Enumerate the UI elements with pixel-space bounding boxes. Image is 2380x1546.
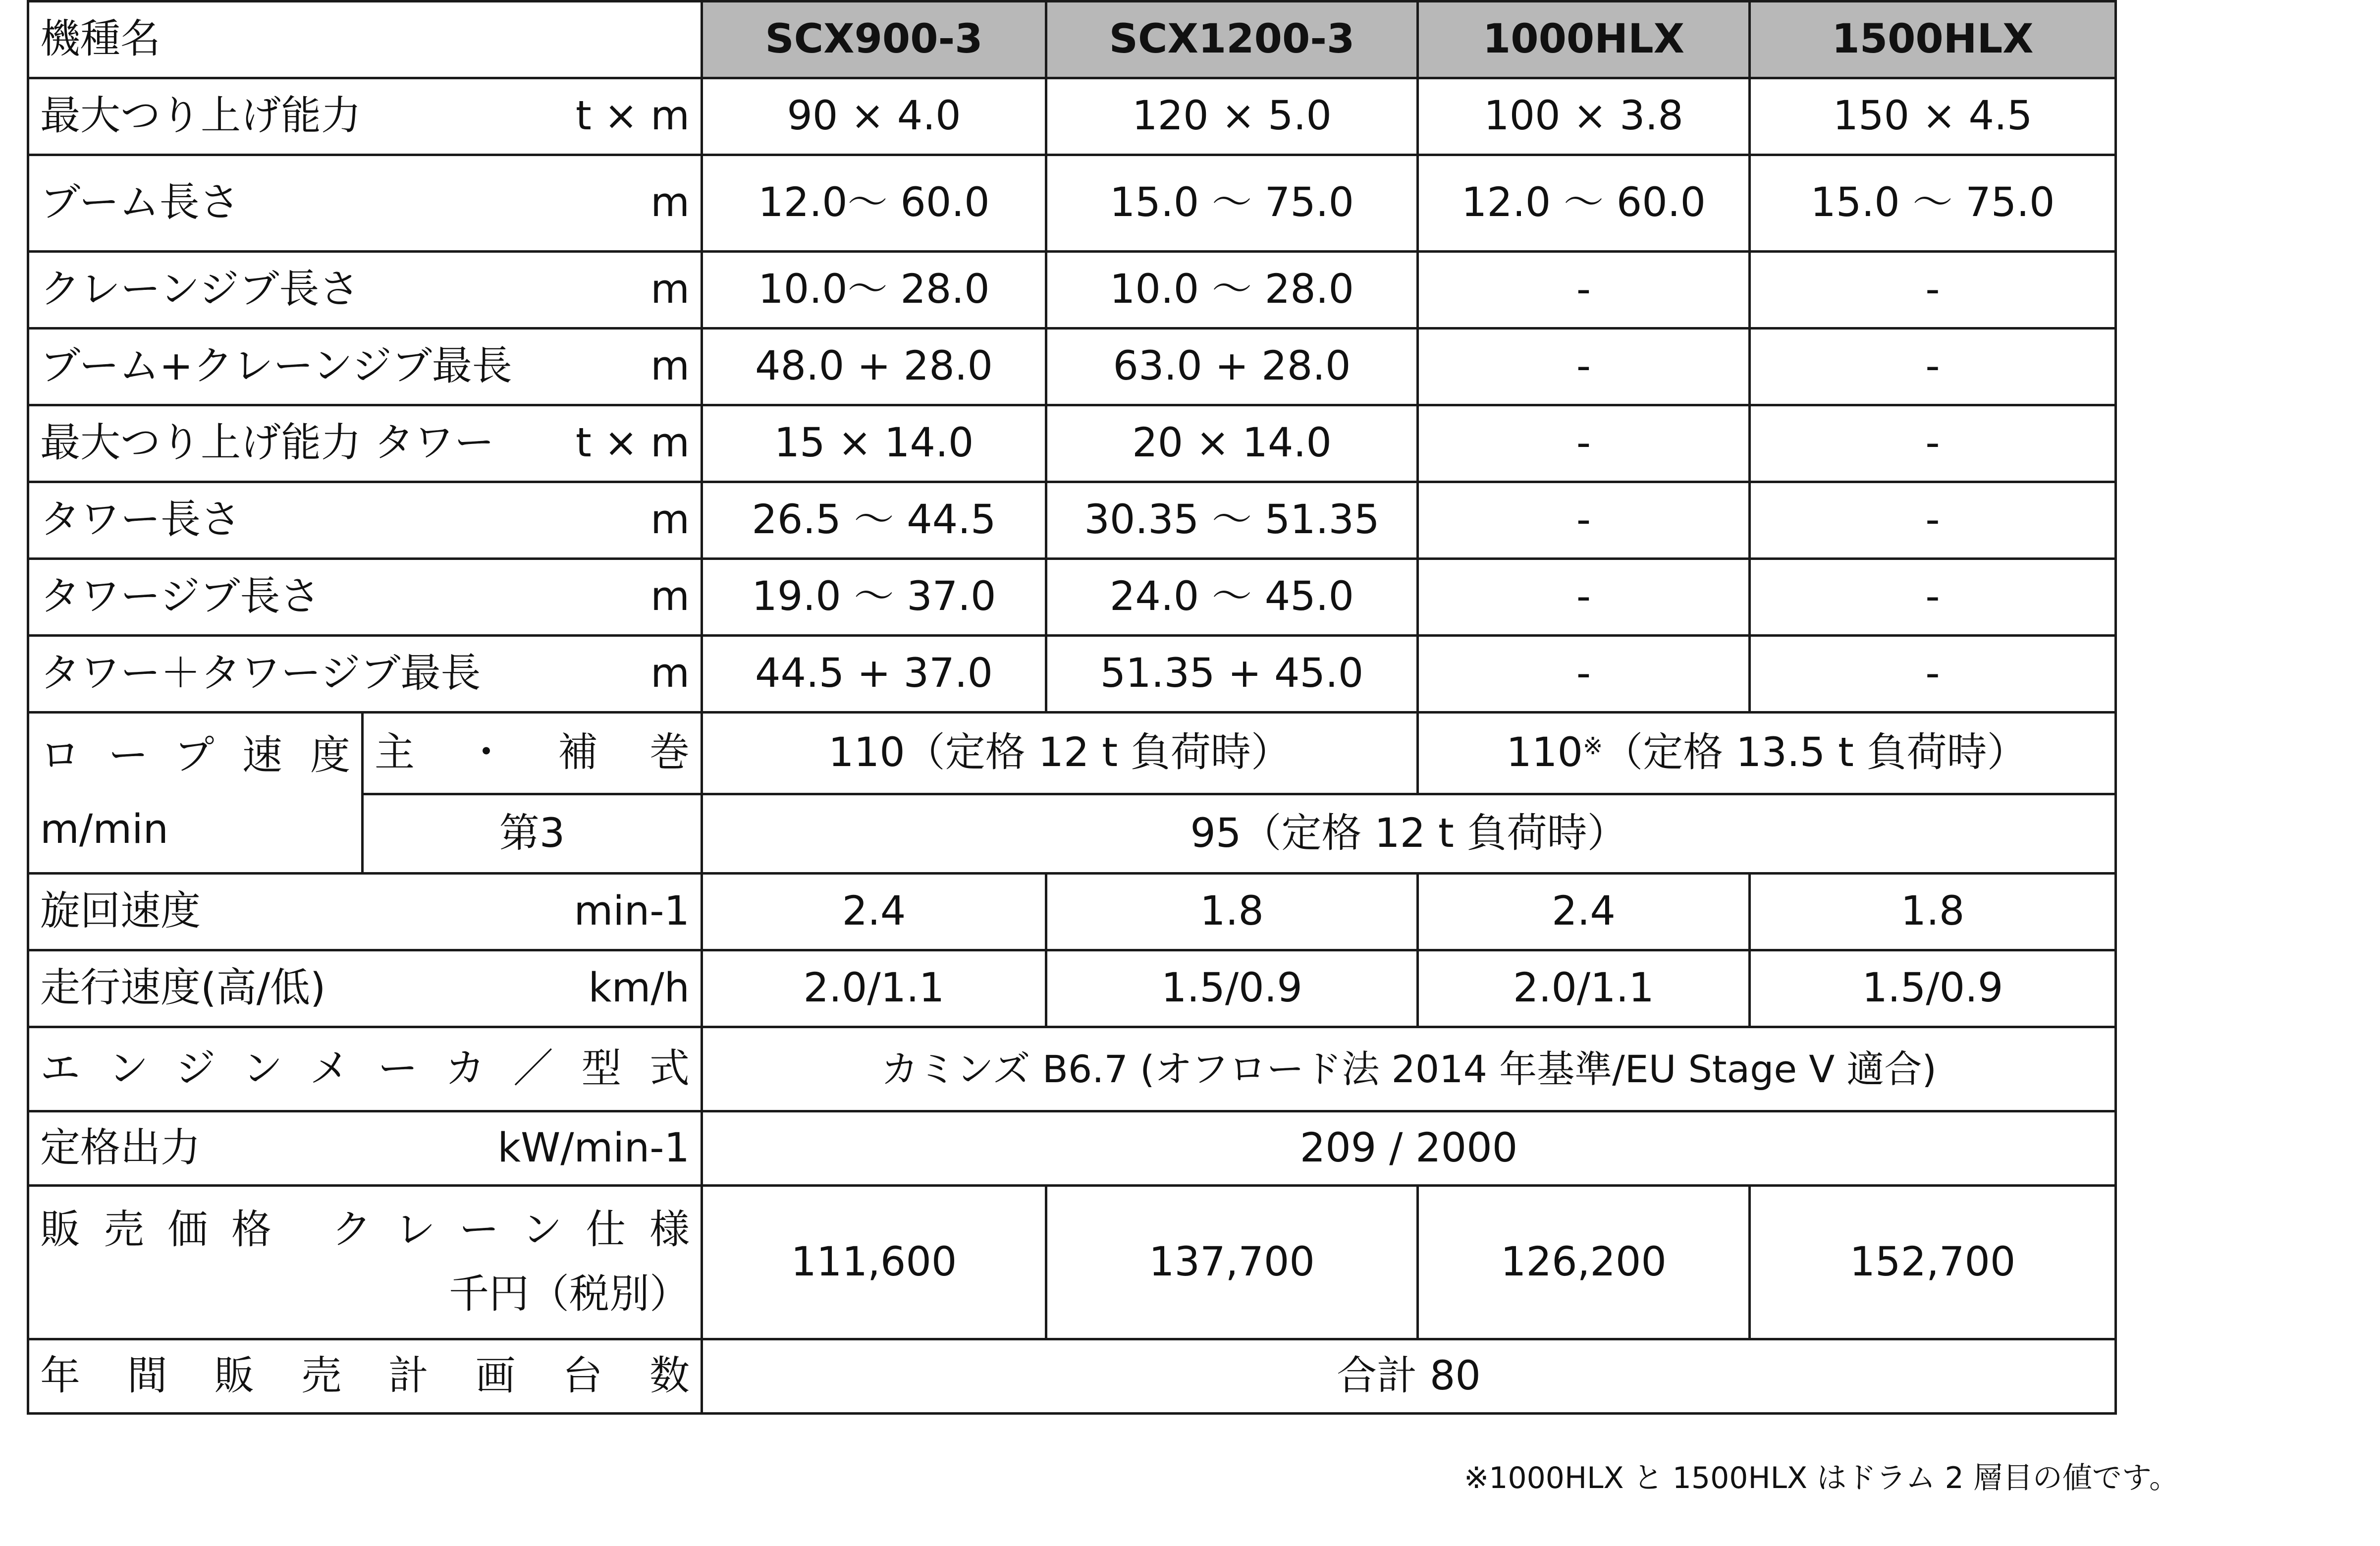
- table-cell: 20 × 14.0: [1046, 405, 1418, 482]
- table-cell: -: [1418, 252, 1750, 329]
- table-cell: 15.0 〜 75.0: [1046, 155, 1418, 252]
- table-cell: 63.0 + 28.0: [1046, 329, 1418, 405]
- table-cell: 1.5/0.9: [1046, 950, 1418, 1027]
- rope-speed-label-cell: [28, 713, 363, 874]
- table-cell: 26.5 〜 44.5: [702, 482, 1046, 559]
- table-row: [28, 1111, 2116, 1186]
- table-row: [28, 874, 2116, 950]
- row-label-cell: [28, 636, 702, 713]
- rope-speed-unit: m/min: [40, 806, 168, 853]
- table-cell: 10.0 〜 28.0: [1046, 252, 1418, 329]
- annual-plan-label: 年間販売計画台数: [40, 1352, 690, 1399]
- table-cell: 1.8: [1750, 874, 2116, 950]
- table-cell: 111,600: [702, 1186, 1046, 1339]
- row-unit: min-1: [574, 888, 690, 935]
- engine-label-cell: [28, 1027, 702, 1111]
- table-cell: -: [1418, 559, 1750, 636]
- row-label: ブーム長さ: [40, 179, 240, 226]
- row-unit: kW/min-1: [497, 1124, 690, 1171]
- table-cell: -: [1750, 559, 2116, 636]
- table-cell: 1.8: [1046, 874, 1418, 950]
- table-row: [28, 636, 2116, 713]
- price-spec-label: クレーン仕様: [331, 1207, 690, 1254]
- table-row: [28, 482, 2116, 559]
- table-cell: 24.0 〜 45.0: [1046, 559, 1418, 636]
- annual-plan-value: 合計 80: [702, 1339, 2116, 1414]
- table-cell: -: [1750, 252, 2116, 329]
- rope-main-value-right-number: 110: [1506, 729, 1583, 776]
- row-label-cell: [28, 252, 702, 329]
- table-cell: 150 × 4.5: [1750, 78, 2116, 155]
- row-label-cell: [28, 950, 702, 1027]
- header-row: [28, 1, 2116, 78]
- engine-label: エンジンメーカ／型式: [40, 1045, 690, 1092]
- table-cell: -: [1750, 329, 2116, 405]
- row-unit: m: [650, 497, 690, 544]
- row-unit: m: [650, 266, 690, 313]
- table-row: [28, 329, 2116, 405]
- rope-main-value-right-text: （定格 13.5 t 負荷時）: [1603, 729, 2027, 776]
- table-cell: 12.0〜 60.0: [702, 155, 1046, 252]
- table-cell: 137,700: [1046, 1186, 1418, 1339]
- table-cell: 15 × 14.0: [702, 405, 1046, 482]
- table-row: [28, 950, 2116, 1027]
- table-cell: 15.0 〜 75.0: [1750, 155, 2116, 252]
- row-label-cell: [28, 1111, 702, 1186]
- row-label: 最大つり上げ能力 タワー: [40, 420, 494, 467]
- table-cell: 44.5 + 37.0: [702, 636, 1046, 713]
- footnote: ※1000HLX と 1500HLX はドラム 2 層目の値です。: [1464, 1461, 2179, 1495]
- table-cell: 2.0/1.1: [1418, 950, 1750, 1027]
- model-header: SCX1200-3: [1046, 1, 1418, 78]
- table-cell: 1.5/0.9: [1750, 950, 2116, 1027]
- row-unit: m: [650, 343, 690, 390]
- spec-table: [27, 0, 2117, 1415]
- model-name-label-cell: [28, 1, 702, 78]
- row-unit: m: [650, 179, 690, 226]
- table-row: [28, 559, 2116, 636]
- table-cell: -: [1750, 636, 2116, 713]
- row-label: 旋回速度: [40, 888, 201, 935]
- table-cell: -: [1418, 482, 1750, 559]
- table-cell: 120 × 5.0: [1046, 78, 1418, 155]
- row-label-cell: [28, 482, 702, 559]
- table-row: [28, 713, 2116, 794]
- table-cell: 2.4: [1418, 874, 1750, 950]
- row-label-cell: [28, 329, 702, 405]
- table-cell: 48.0 + 28.0: [702, 329, 1046, 405]
- table-row: [28, 252, 2116, 329]
- table-row: [28, 1339, 2116, 1414]
- rope-speed-label: ロープ速度: [40, 732, 350, 779]
- row-label: タワー＋タワージブ最長: [40, 650, 481, 697]
- table-cell: 12.0 〜 60.0: [1418, 155, 1750, 252]
- table-cell: 19.0 〜 37.0: [702, 559, 1046, 636]
- row-label-cell: [28, 405, 702, 482]
- row-label: クレーンジブ長さ: [40, 266, 360, 313]
- rope-main-label-cell: [363, 713, 702, 794]
- engine-value: カミンズ B6.7 (オフロード法 2014 年基準/EU Stage V 適合): [702, 1027, 2116, 1111]
- table-cell: 30.35 〜 51.35: [1046, 482, 1418, 559]
- rated-output-value: 209 / 2000: [702, 1111, 2116, 1186]
- model-header: 1500HLX: [1750, 1, 2116, 78]
- row-label-cell: [28, 874, 702, 950]
- row-label: 定格出力: [40, 1124, 201, 1171]
- row-unit: m: [650, 650, 690, 697]
- table-cell: 2.0/1.1: [702, 950, 1046, 1027]
- table-cell: 126,200: [1418, 1186, 1750, 1339]
- row-label: タワージブ長さ: [40, 573, 321, 620]
- table-cell: -: [1750, 482, 2116, 559]
- row-label-cell: [28, 559, 702, 636]
- table-cell: 51.35 + 45.0: [1046, 636, 1418, 713]
- table-row: [28, 1186, 2116, 1339]
- table-cell: -: [1418, 636, 1750, 713]
- table-cell: -: [1750, 405, 2116, 482]
- footnote-mark: ※: [1583, 732, 1603, 761]
- row-label: 走行速度(高/低): [40, 965, 326, 1012]
- price-label: 販売価格: [40, 1207, 295, 1254]
- rope-main-value-right-cell: [1418, 713, 2116, 794]
- table-cell: -: [1418, 329, 1750, 405]
- model-name-label: 機種名: [40, 16, 161, 63]
- model-header: SCX900-3: [702, 1, 1046, 78]
- row-unit: m: [650, 573, 690, 620]
- table-row: [28, 1027, 2116, 1111]
- table-row: [28, 405, 2116, 482]
- row-label: 最大つり上げ能力: [40, 93, 362, 140]
- row-unit: t × m: [575, 420, 690, 467]
- table-cell: 152,700: [1750, 1186, 2116, 1339]
- rope-main-label: 主・補巻: [375, 729, 690, 776]
- price-unit: 千円（税別）: [448, 1270, 690, 1318]
- row-unit: km/h: [588, 965, 690, 1012]
- row-label: ブーム+クレーンジブ最長: [40, 343, 512, 390]
- table-row: [28, 78, 2116, 155]
- rope-third-label: 第3: [363, 794, 702, 874]
- annual-plan-label-cell: [28, 1339, 702, 1414]
- row-unit: t × m: [575, 93, 690, 140]
- table-cell: -: [1418, 405, 1750, 482]
- table-cell: 10.0〜 28.0: [702, 252, 1046, 329]
- rope-third-value: 95（定格 12 t 負荷時）: [702, 794, 2116, 874]
- table-cell: 100 × 3.8: [1418, 78, 1750, 155]
- rope-main-value-left: 110（定格 12 t 負荷時）: [702, 713, 1418, 794]
- row-label-cell: [28, 78, 702, 155]
- model-header: 1000HLX: [1418, 1, 1750, 78]
- table-cell: 90 × 4.0: [702, 78, 1046, 155]
- row-label: タワー長さ: [40, 497, 241, 544]
- table-row: [28, 155, 2116, 252]
- price-label-cell: [28, 1186, 702, 1339]
- row-label-cell: [28, 155, 702, 252]
- table-cell: 2.4: [702, 874, 1046, 950]
